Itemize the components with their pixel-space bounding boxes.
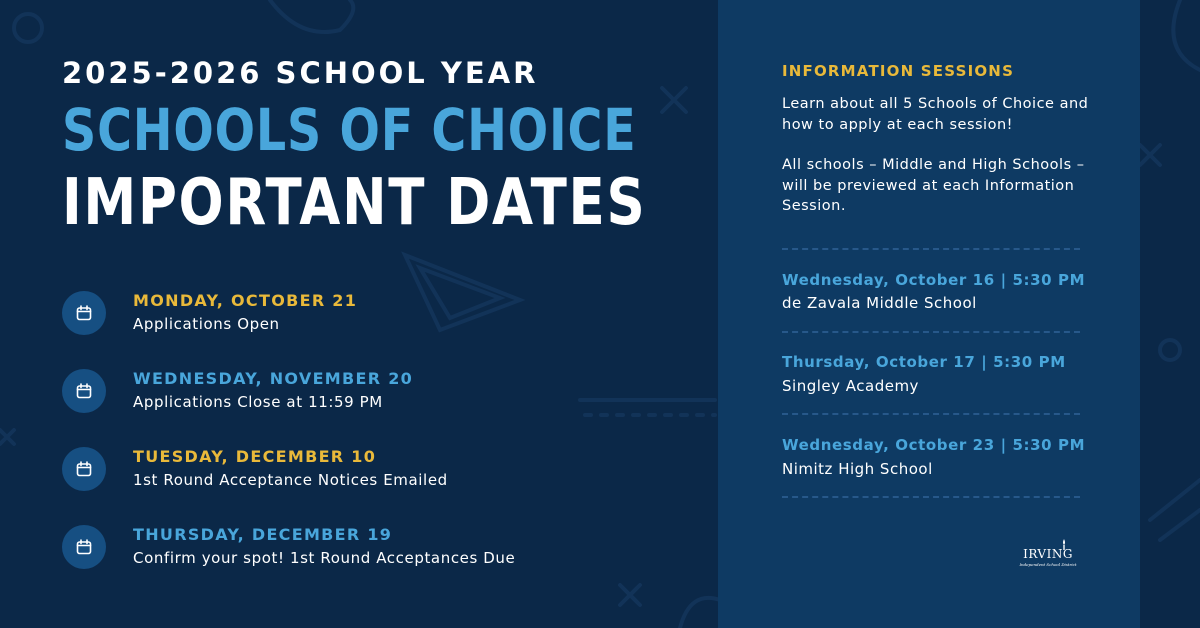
date-description: 1st Round Acceptance Notices Emailed xyxy=(133,471,448,489)
date-description: Applications Open xyxy=(133,315,280,333)
session-location: Singley Academy xyxy=(782,377,919,395)
date-label: THURSDAY, DECEMBER 19 xyxy=(133,525,393,544)
date-label: TUESDAY, DECEMBER 10 xyxy=(133,447,377,466)
session-date: Wednesday, October 23 | 5:30 PM xyxy=(782,436,1086,454)
session-location: de Zavala Middle School xyxy=(782,294,977,312)
date-label: MONDAY, OCTOBER 21 xyxy=(133,291,358,310)
svg-text:Independent School District: Independent School District xyxy=(1019,562,1077,567)
date-description: Applications Close at 11:59 PM xyxy=(133,393,383,411)
divider xyxy=(782,331,1080,333)
session-date: Thursday, October 17 | 5:30 PM xyxy=(782,353,1066,371)
calendar-icon xyxy=(62,447,106,491)
schools-of-choice-title: SCHOOLS OF CHOICE xyxy=(62,96,637,164)
date-item xyxy=(62,447,622,495)
calendar-icon xyxy=(62,369,106,413)
session-location: Nimitz High School xyxy=(782,460,933,478)
divider xyxy=(782,496,1080,498)
date-description: Confirm your spot! 1st Round Acceptances Due xyxy=(133,549,516,567)
info-intro-paragraph: Learn about all 5 Schools of Choice and how to apply at each session! xyxy=(782,96,1089,133)
irving-isd-logo xyxy=(1008,538,1088,570)
important-dates-title: IMPORTANT DATES xyxy=(62,166,647,240)
calendar-icon xyxy=(62,291,106,335)
date-item xyxy=(62,369,622,417)
school-year-heading: 2025-2026 SCHOOL YEAR xyxy=(62,56,539,90)
divider xyxy=(782,413,1080,415)
calendar-icon xyxy=(62,525,106,569)
svg-text:IRVING: IRVING xyxy=(1023,547,1073,561)
info-preview-paragraph: All schools – Middle and High Schools – will be previewed at each Information Session. xyxy=(782,157,1085,214)
date-label: WEDNESDAY, NOVEMBER 20 xyxy=(133,369,414,388)
session-date: Wednesday, October 16 | 5:30 PM xyxy=(782,271,1086,289)
info-sessions-title: INFORMATION SESSIONS xyxy=(782,62,1015,80)
divider xyxy=(782,248,1080,250)
date-item xyxy=(62,525,622,573)
date-item xyxy=(62,291,622,339)
